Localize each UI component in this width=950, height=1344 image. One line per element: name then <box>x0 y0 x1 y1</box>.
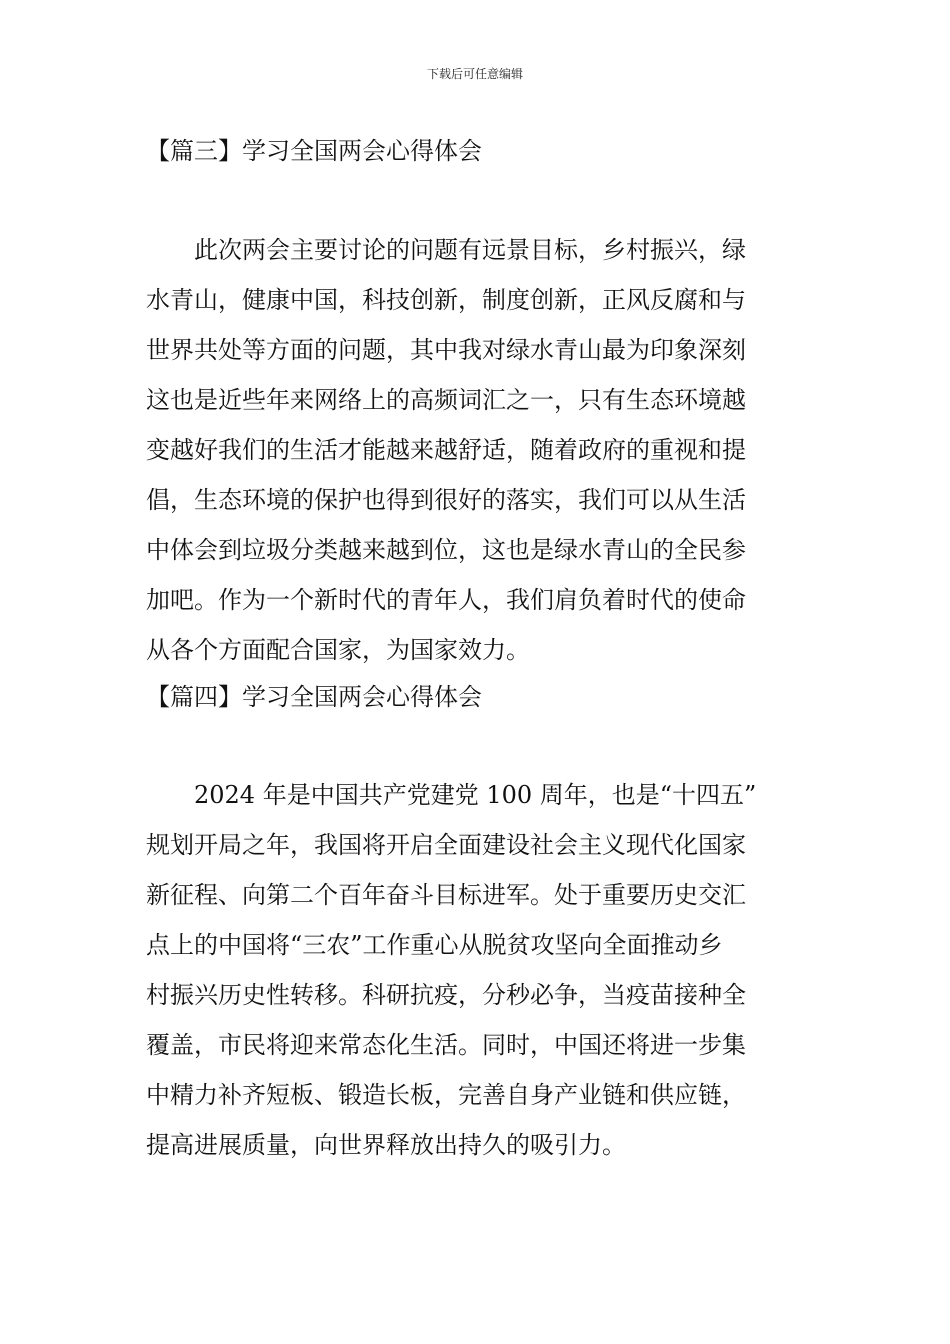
paragraph-line: 变越好我们的生活才能越来越舒适，随着政府的重视和提 <box>146 436 746 464</box>
paragraph-line: 提高进展质量，向世界释放出持久的吸引力。 <box>146 1131 626 1159</box>
paragraph-line: 水青山，健康中国，科技创新，制度创新，正风反腐和与 <box>146 286 746 314</box>
paragraph-line: 倡，生态环境的保护也得到很好的落实，我们可以从生活 <box>146 486 746 514</box>
section-4-title: 【篇四】学习全国两会心得体会 <box>146 683 482 711</box>
paragraph-line: 点上的中国将“三农”工作重心从脱贫攻坚向全面推动乡 <box>146 931 723 959</box>
paragraph-line: 从各个方面配合国家，为国家效力。 <box>146 636 530 664</box>
paragraph-line: 中体会到垃圾分类越来越到位，这也是绿水青山的全民参 <box>146 536 746 564</box>
paragraph-line: 这也是近些年来网络上的高频词汇之一，只有生态环境越 <box>146 386 746 414</box>
paragraph-line: 2024 年是中国共产党建党 100 周年，也是“十四五” <box>146 781 757 809</box>
paragraph-line: 此次两会主要讨论的问题有远景目标，乡村振兴，绿 <box>146 236 746 264</box>
paragraph-line: 中精力补齐短板、锻造长板，完善自身产业链和供应链， <box>146 1081 746 1109</box>
section-4-paragraph <box>146 778 816 1178</box>
paragraph-line: 加吧。作为一个新时代的青年人，我们肩负着时代的使命 <box>146 586 746 614</box>
paragraph-line: 覆盖，市民将迎来常态化生活。同时，中国还将进一步集 <box>146 1031 746 1059</box>
section-3-paragraph <box>146 233 816 683</box>
paragraph-line: 新征程、向第二个百年奋斗目标进军。处于重要历史交汇 <box>146 881 746 909</box>
paragraph-line: 规划开局之年，我国将开启全面建设社会主义现代化国家 <box>146 831 746 859</box>
paragraph-line: 世界共处等方面的问题，其中我对绿水青山最为印象深刻 <box>146 336 746 364</box>
page-header: 下载后可任意编辑 <box>426 67 523 81</box>
section-3-title: 【篇三】学习全国两会心得体会 <box>146 137 482 165</box>
paragraph-line: 村振兴历史性转移。科研抗疫，分秒必争，当疫苗接种全 <box>146 981 746 1009</box>
